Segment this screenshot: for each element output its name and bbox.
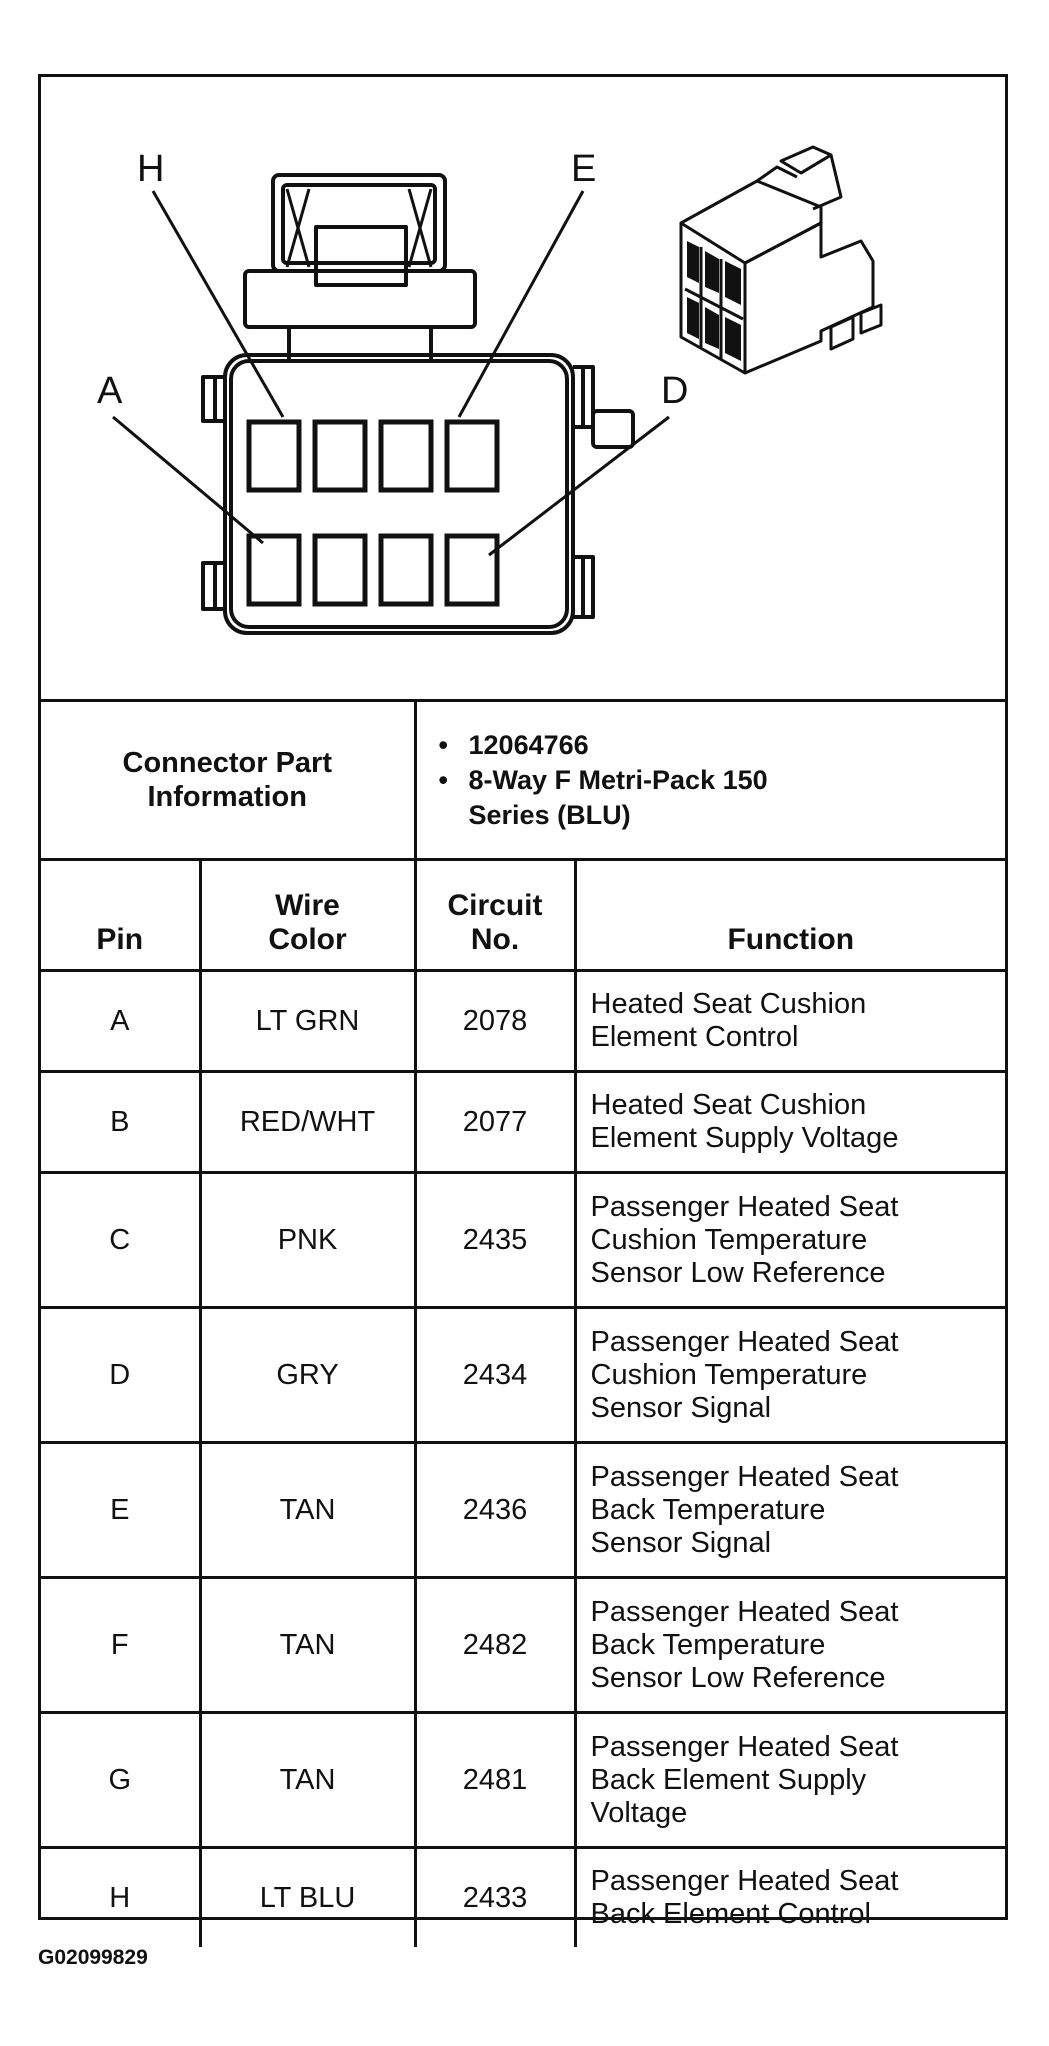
table-header-row — [41, 860, 1005, 971]
header-wire-color: Wire Color — [200, 860, 415, 971]
wire-color-cell: TAN — [200, 1443, 415, 1578]
table-row — [41, 1848, 1005, 1948]
wire-color-cell: RED/WHT — [200, 1072, 415, 1173]
pin-label-E: E — [571, 148, 597, 190]
cavity-B — [315, 536, 365, 604]
pin-cell: G — [41, 1713, 200, 1848]
part-number: • 12064766 — [439, 728, 1006, 763]
wire-color-cell: TAN — [200, 1713, 415, 1848]
connector-body — [231, 361, 567, 627]
table-row — [41, 1443, 1005, 1578]
function-cell: Passenger Heated Seat Back Element Control — [575, 1848, 1005, 1948]
pin-cell: C — [41, 1173, 200, 1308]
cavity-A — [249, 536, 299, 604]
connector-part-info-label: Connector Part Information — [41, 702, 415, 860]
circuit-cell: 2435 — [415, 1173, 575, 1308]
circuit-cell: 2433 — [415, 1848, 575, 1948]
leader-line-H — [153, 191, 283, 417]
table-row — [41, 1308, 1005, 1443]
pinout-table — [41, 702, 1005, 1947]
wire-color-cell: PNK — [200, 1173, 415, 1308]
wire-color-cell: GRY — [200, 1308, 415, 1443]
pin-label-D: D — [661, 370, 689, 412]
connector-face-drawing — [41, 77, 1005, 699]
function-cell: Passenger Heated Seat Back Temperature Sensor Low Reference — [575, 1578, 1005, 1713]
pin-cell: D — [41, 1308, 200, 1443]
circuit-cell: 2436 — [415, 1443, 575, 1578]
table-row — [41, 1578, 1005, 1713]
function-cell: Heated Seat Cushion Element Control — [575, 971, 1005, 1072]
function-cell: Heated Seat Cushion Element Supply Voltage — [575, 1072, 1005, 1173]
table-row — [41, 1072, 1005, 1173]
pin-cell: B — [41, 1072, 200, 1173]
circuit-cell: 2434 — [415, 1308, 575, 1443]
wire-color-cell: LT GRN — [200, 971, 415, 1072]
pin-cell: E — [41, 1443, 200, 1578]
circuit-cell: 2077 — [415, 1072, 575, 1173]
function-cell: Passenger Heated Seat Back Element Supply Voltage — [575, 1713, 1005, 1848]
header-pin: Pin — [41, 860, 200, 971]
pin-cell: A — [41, 971, 200, 1072]
pin-label-H: H — [137, 148, 165, 190]
table-row — [41, 1173, 1005, 1308]
function-cell: Passenger Heated Seat Cushion Temperature Sensor Signal — [575, 1308, 1005, 1443]
circuit-cell: 2078 — [415, 971, 575, 1072]
connector-isometric-image — [681, 147, 881, 373]
cavity-H — [249, 422, 299, 490]
cavity-F — [381, 422, 431, 490]
cavity-G — [315, 422, 365, 490]
connector-neck — [245, 271, 475, 327]
cavity-D — [447, 536, 497, 604]
pin-cell: F — [41, 1578, 200, 1713]
wire-color-cell: LT BLU — [200, 1848, 415, 1948]
connector-part-info-values — [415, 702, 1005, 860]
connector-figure — [38, 74, 1008, 1930]
pin-label-A: A — [97, 370, 123, 412]
function-cell: Passenger Heated Seat Back Temperature Sensor Signal — [575, 1443, 1005, 1578]
header-circuit-no: Circuit No. — [415, 860, 575, 971]
circuit-cell: 2482 — [415, 1578, 575, 1713]
pin-cell: H — [41, 1848, 200, 1948]
connector-diagram — [41, 77, 1005, 702]
leader-line-E — [459, 191, 583, 417]
leader-line-A — [113, 417, 263, 543]
header-function: Function — [575, 860, 1005, 971]
cavity-E — [447, 422, 497, 490]
leader-line-D — [489, 417, 669, 555]
wire-color-cell: TAN — [200, 1578, 415, 1713]
connector-type: • 8-Way F Metri-Pack 150 Series (BLU) — [439, 763, 799, 833]
connector-part-info-row — [41, 702, 1005, 860]
cavity-C — [381, 536, 431, 604]
function-cell: Passenger Heated Seat Cushion Temperature Sensor Low Reference — [575, 1173, 1005, 1308]
figure-id: G02099829 — [38, 1946, 148, 1969]
circuit-cell: 2481 — [415, 1713, 575, 1848]
table-row — [41, 1713, 1005, 1848]
table-row — [41, 971, 1005, 1072]
